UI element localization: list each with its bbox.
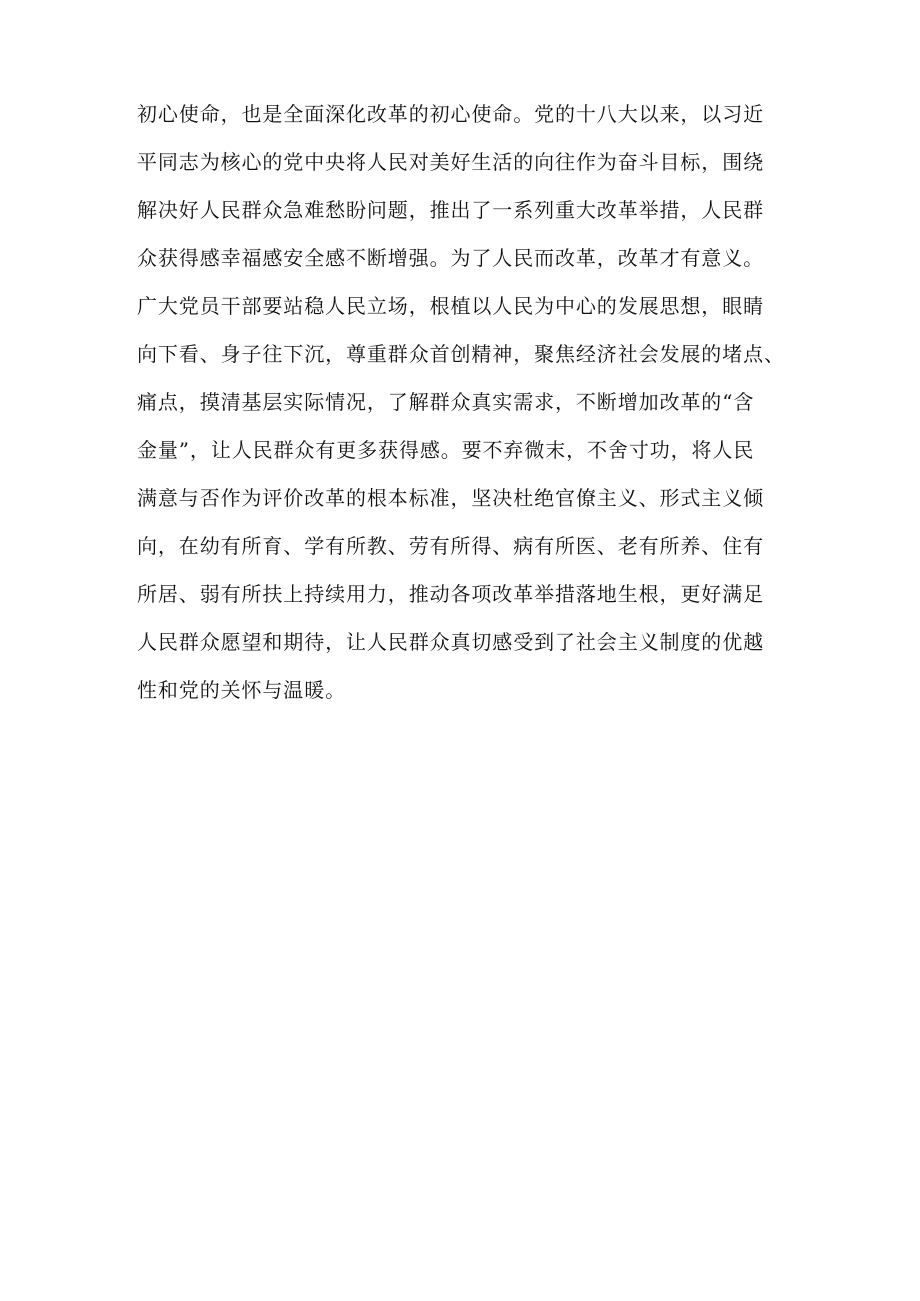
- text-line: 所居、弱有所扶上持续用力，推动各项改革举措落地生根，更好满足: [137, 582, 764, 606]
- text-line: 众获得感幸福感安全感不断增强。为了人民而改革，改革才有意义。: [137, 246, 764, 270]
- text-line: 初心使命，也是全面深化改革的初心使命。党的十八大以来，以习近: [137, 102, 764, 126]
- text-line: 向下看、身子往下沉，尊重群众首创精神，聚焦经济社会发展的堵点、: [137, 342, 785, 366]
- text-line: 解决好人民群众急难愁盼问题，推出了一系列重大改革举措，人民群: [137, 198, 764, 222]
- text-line: 向，在幼有所育、学有所教、劳有所得、病有所医、老有所养、住有: [137, 534, 764, 558]
- text-line: 性和党的关怀与温暖。: [137, 678, 346, 702]
- body-paragraph: [137, 90, 797, 714]
- text-line: 广大党员干部要站稳人民立场，根植以人民为中心的发展思想，眼睛: [137, 294, 764, 318]
- text-line: 人民群众愿望和期待，让人民群众真切感受到了社会主义制度的优越: [137, 630, 764, 654]
- text-line: 金量”，让人民群众有更多获得感。要不弃微末，不舍寸功，将人民: [137, 438, 755, 462]
- text-line: 满意与否作为评价改革的根本标准，坚决杜绝官僚主义、形式主义倾: [137, 486, 764, 510]
- text-line: 平同志为核心的党中央将人民对美好生活的向往作为奋斗目标，围绕: [137, 150, 764, 174]
- text-line: 痛点，摸清基层实际情况，了解群众真实需求，不断增加改革的“含: [137, 390, 755, 414]
